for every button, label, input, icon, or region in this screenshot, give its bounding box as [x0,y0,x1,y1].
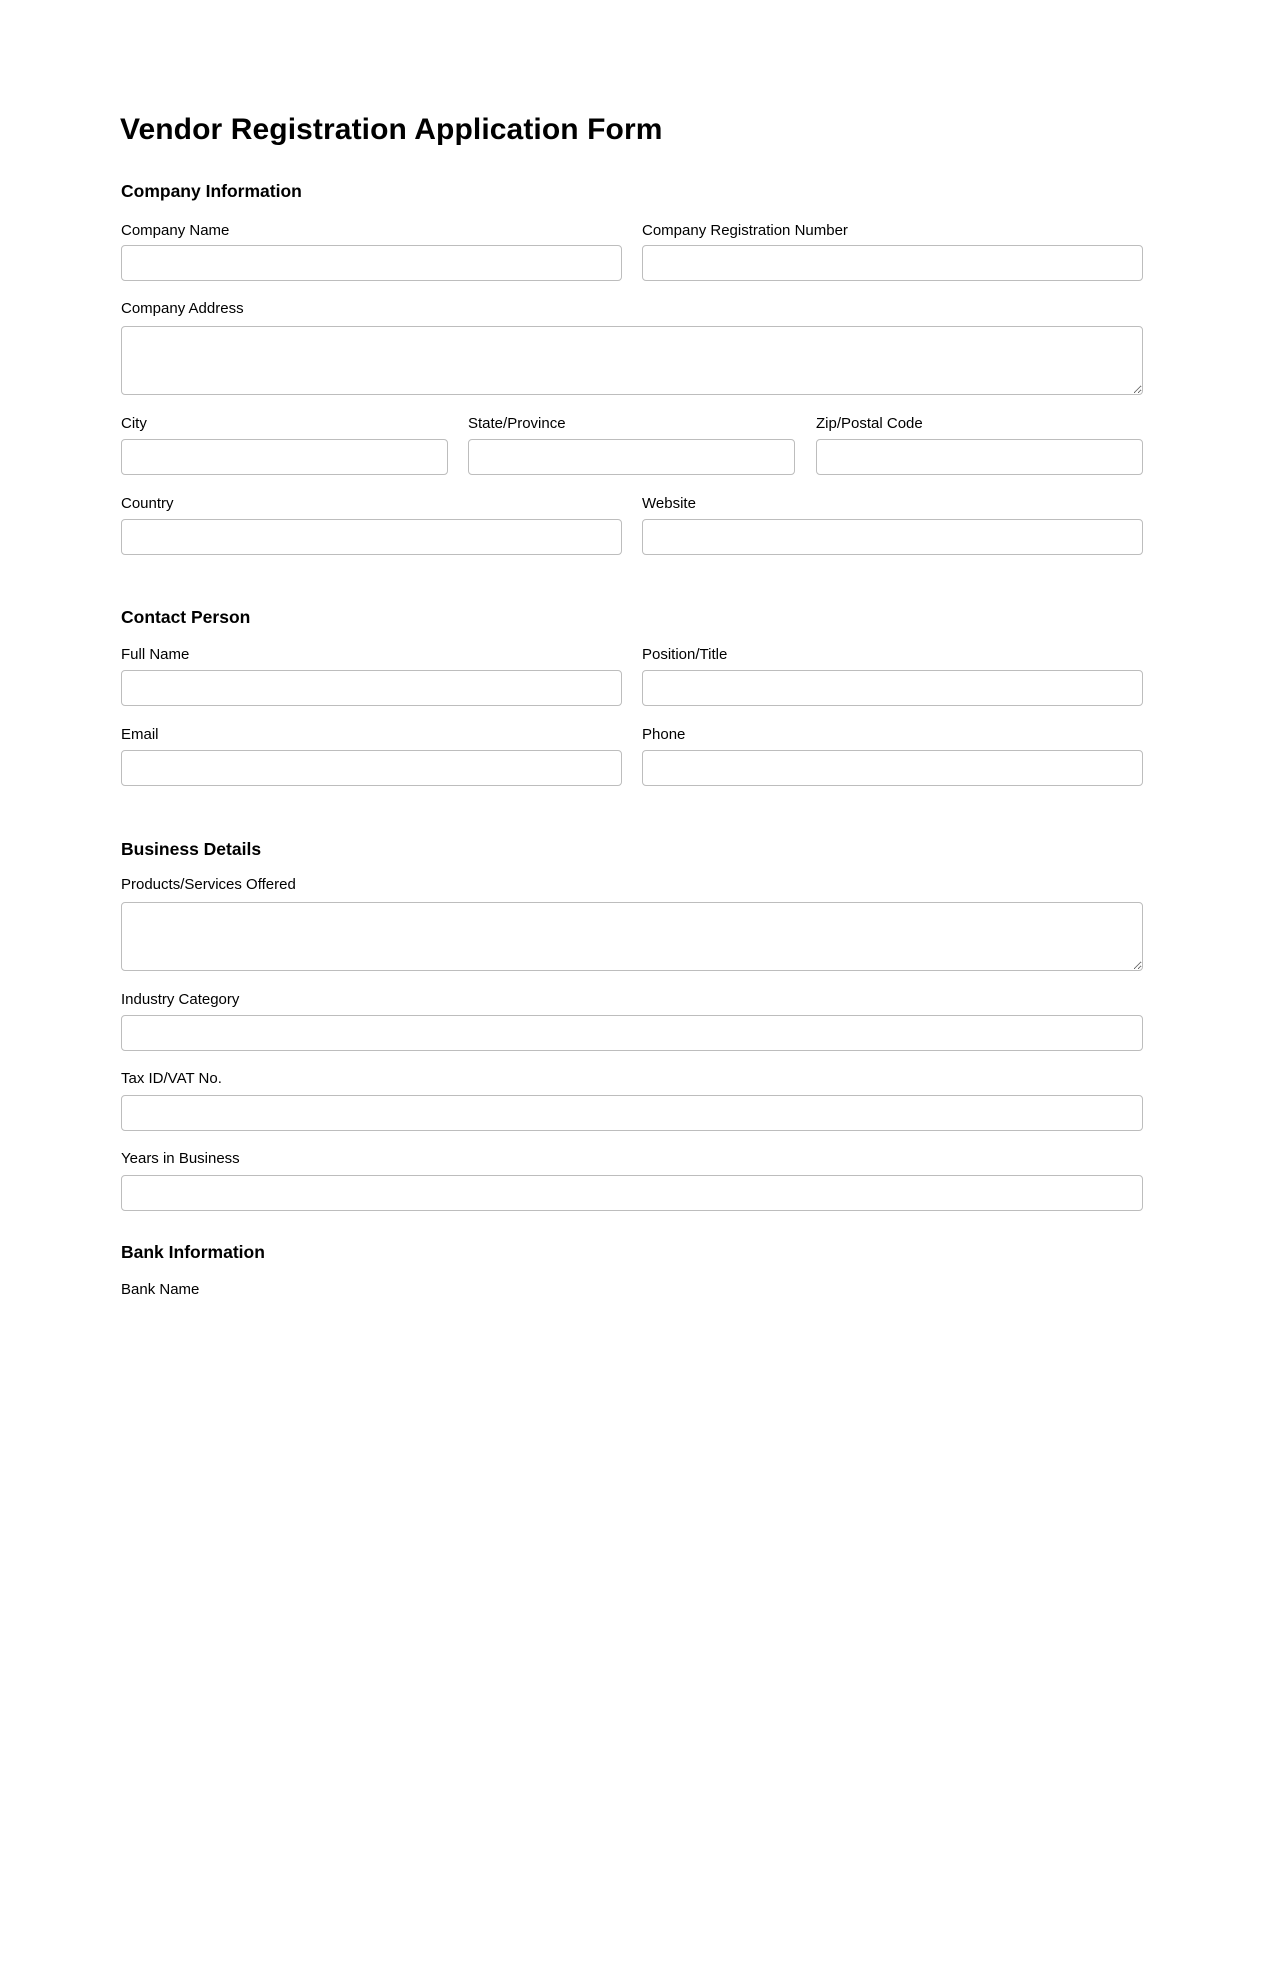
full-name-label: Full Name [121,646,190,663]
company-registration-number-input[interactable] [642,245,1143,281]
full-name-input[interactable] [121,670,622,706]
bank-name-label: Bank Name [121,1281,200,1298]
state-province-input[interactable] [468,439,795,475]
page-title: Vendor Registration Application Form [120,113,663,146]
email-input[interactable] [121,750,622,786]
website-input[interactable] [642,519,1143,555]
years-in-business-label: Years in Business [121,1150,240,1167]
section-heading-company-information: Company Information [121,181,302,201]
industry-category-label: Industry Category [121,991,240,1008]
section-heading-bank-information: Bank Information [121,1242,265,1262]
tax-id-vat-label: Tax ID/VAT No. [121,1070,222,1087]
products-services-textarea[interactable] [121,902,1143,971]
city-label: City [121,415,147,432]
country-label: Country [121,495,174,512]
years-in-business-input[interactable] [121,1175,1143,1211]
email-label: Email [121,726,159,743]
industry-category-input[interactable] [121,1015,1143,1051]
country-input[interactable] [121,519,622,555]
company-name-input[interactable] [121,245,622,281]
company-address-textarea[interactable] [121,326,1143,395]
zip-postal-code-input[interactable] [816,439,1143,475]
tax-id-vat-input[interactable] [121,1095,1143,1131]
section-heading-business-details: Business Details [121,839,262,859]
zip-postal-code-label: Zip/Postal Code [816,415,923,432]
position-title-input[interactable] [642,670,1143,706]
company-name-label: Company Name [121,222,230,239]
position-title-label: Position/Title [642,646,728,663]
website-label: Website [642,495,696,512]
company-registration-number-label: Company Registration Number [642,222,848,239]
products-services-label: Products/Services Offered [121,876,296,893]
state-province-label: State/Province [468,415,566,432]
city-input[interactable] [121,439,448,475]
phone-input[interactable] [642,750,1143,786]
company-address-label: Company Address [121,300,244,317]
section-heading-contact-person: Contact Person [121,607,251,627]
phone-label: Phone [642,726,686,743]
